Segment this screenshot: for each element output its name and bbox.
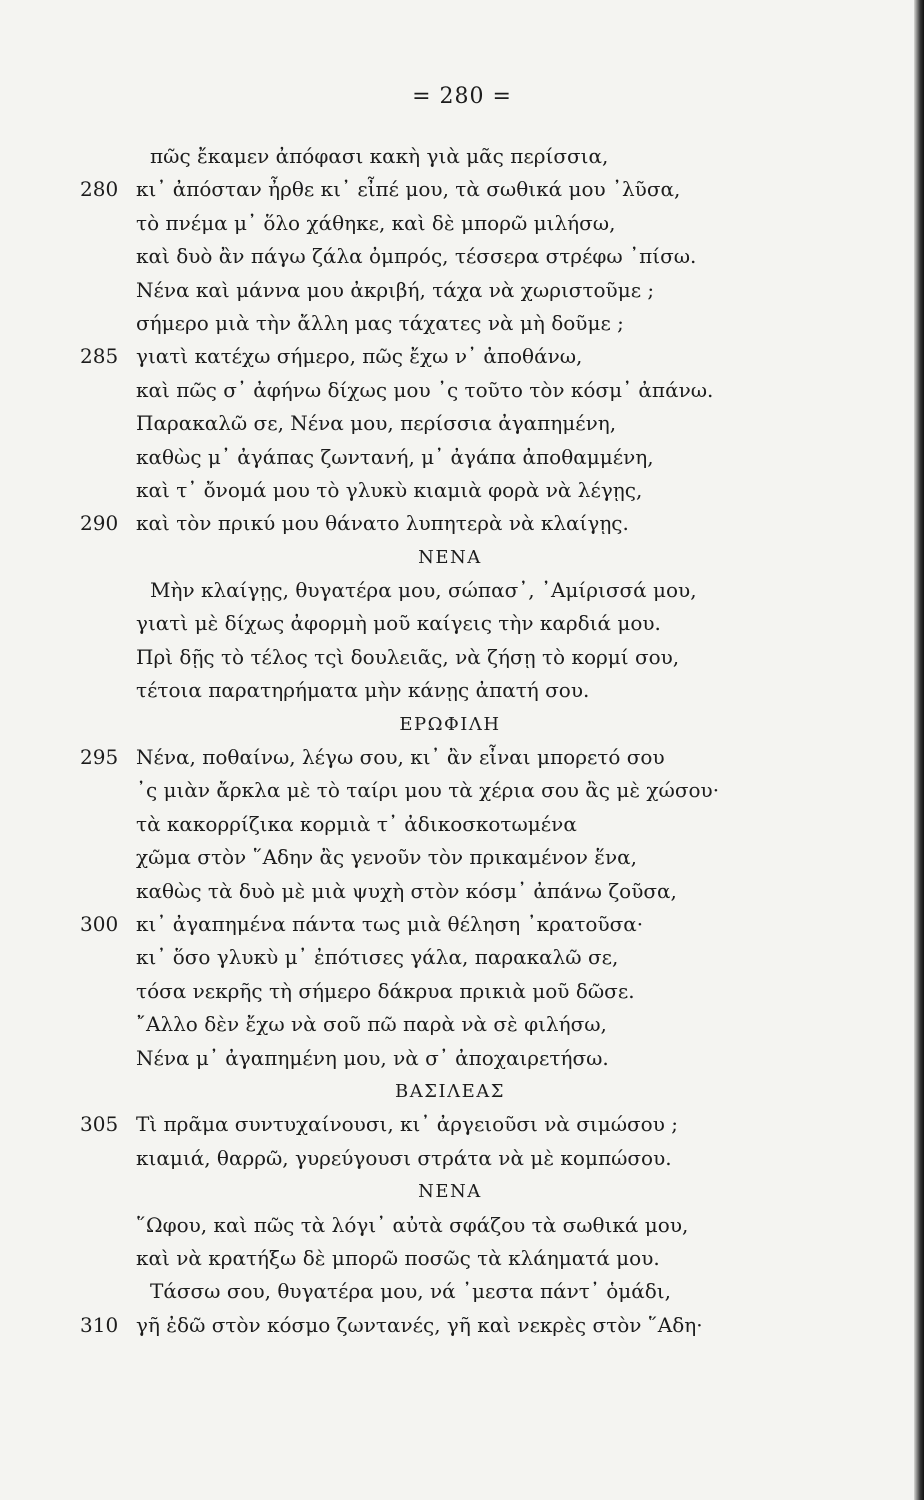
verse-text: ῞Ωφου, καὶ πῶς τὰ λόγι᾿ αὐτὰ σφάζου τὰ σωθικά μου, bbox=[136, 1212, 689, 1237]
verse-text: καὶ τ᾿ ὄνομά μου τὸ γλυκὺ κιαμιὰ φορὰ νὰ λέγῃς, bbox=[136, 477, 643, 502]
verse-text: τέτοια παρατηρήματα μὴν κάνῃς ἀπατή σου. bbox=[136, 678, 590, 703]
verse-text: πῶς ἔκαμεν ἀπόφασι κακὴ γιὰ μᾶς περίσσια, bbox=[150, 144, 609, 168]
verse-line bbox=[0, 1242, 900, 1275]
speaker-name: ΝΕΝΑ bbox=[418, 546, 482, 568]
verse-text: καθὼς τὰ δυὸ μὲ μιὰ ψυχὴ στὸν κόσμ᾿ ἀπάνω ζοῦσα, bbox=[136, 878, 677, 903]
verse-line bbox=[0, 574, 900, 607]
verse-text: Νένα καὶ μάννα μου ἀκριβή, τάχα νὰ χωριστοῦμε ; bbox=[136, 277, 655, 302]
line-number: 300 bbox=[80, 911, 119, 936]
verse-line bbox=[0, 407, 900, 440]
verse-line bbox=[0, 340, 900, 373]
verse-line bbox=[0, 841, 900, 874]
verse-line bbox=[0, 441, 900, 474]
verse-text: Μὴν κλαίγῃς, θυγατέρα μου, σώπασ᾿, ᾿Αμίρισσά μου, bbox=[150, 578, 697, 603]
page-edge-shadow bbox=[914, 0, 924, 1500]
verse-line bbox=[0, 674, 900, 707]
verse-line bbox=[0, 1042, 900, 1075]
verse-line bbox=[0, 207, 900, 240]
verse-text: καὶ νὰ κρατήξω δὲ μπορῶ ποσῶς τὰ κλάηματά μου. bbox=[136, 1245, 660, 1270]
verse-text: καὶ πῶς σ᾿ ἀφήνω δίχως μου ᾿ς τοῦτο τὸν κόσμ᾿ ἀπάνω. bbox=[136, 377, 714, 402]
verse-line bbox=[0, 307, 900, 340]
verse-text: Παρακαλῶ σε, Νένα μου, περίσσια ἀγαπημένη, bbox=[136, 411, 617, 436]
verse-text: κι᾿ ἀπόσταν ἦρθε κι᾿ εἶπέ μου, τὰ σωθικά μου ᾿λῦσα, bbox=[136, 177, 681, 202]
verse-text: χῶμα στὸν ῞Αδην ἂς γενοῦν τὸν πρικαμένον ἕνα, bbox=[136, 845, 637, 870]
verse-text: ᾿ς μιὰν ἄρκλα μὲ τὸ ταίρι μου τὰ χέρια σου ἂς μὲ χώσου· bbox=[136, 778, 720, 803]
speaker-row bbox=[0, 708, 900, 741]
verse-text: τὰ κακορρίζικα κορμιὰ τ᾿ ἀδικοσκοτωμένα bbox=[136, 811, 577, 836]
verse-line bbox=[0, 1209, 900, 1242]
speaker-name: ΝΕΝΑ bbox=[418, 1181, 482, 1203]
poem-text-block bbox=[0, 140, 900, 1342]
verse-line bbox=[0, 1008, 900, 1041]
verse-text: γιατὶ μὲ δίχως ἀφορμὴ μοῦ καίγεις τὴν καρδιά μου. bbox=[136, 611, 661, 636]
verse-line bbox=[0, 808, 900, 841]
speaker-name: ΕΡΩΦΙΛΗ bbox=[399, 713, 501, 735]
verse-line bbox=[0, 1275, 900, 1308]
verse-text: ῎Αλλο δὲν ἔχω νὰ σοῦ πῶ παρὰ νὰ σὲ φιλήσω, bbox=[136, 1012, 607, 1037]
speaker-row bbox=[0, 541, 900, 574]
verse-text: Τάσσω σου, θυγατέρα μου, νά ᾿μεστα πάντ᾿ ὁμάδι, bbox=[150, 1279, 671, 1304]
verse-text: τὸ πνέμα μ᾿ ὅλο χάθηκε, καὶ δὲ μπορῶ μιλήσω, bbox=[136, 210, 616, 235]
verse-line bbox=[0, 1142, 900, 1175]
line-number: 305 bbox=[80, 1112, 119, 1137]
verse-line bbox=[0, 774, 900, 807]
line-number: 310 bbox=[80, 1312, 119, 1337]
verse-text: Τὶ πρᾶμα συντυχαίνουσι, κι᾿ ἀργειοῦσι νὰ σιμώσου ; bbox=[136, 1112, 678, 1137]
verse-text: Νένα, ποθαίνω, λέγω σου, κι᾿ ἂν εἶναι μπορετό σου bbox=[136, 745, 665, 770]
verse-text: Νένα μ᾿ ἀγαπημένη μου, νὰ σ᾿ ἀποχαιρετήσω. bbox=[136, 1045, 609, 1070]
verse-line bbox=[0, 975, 900, 1008]
verse-text: κι᾿ ὅσο γλυκὺ μ᾿ ἐπότισες γάλα, παρακαλῶ σε, bbox=[136, 945, 619, 970]
verse-line bbox=[0, 173, 900, 206]
speaker-row bbox=[0, 1075, 900, 1108]
verse-text: σήμερο μιὰ τὴν ἄλλη μας τάχατες νὰ μὴ δοῦμε ; bbox=[136, 310, 624, 335]
verse-line bbox=[0, 641, 900, 674]
page-number-header: = 280 = bbox=[412, 84, 512, 109]
verse-line bbox=[0, 741, 900, 774]
verse-line bbox=[0, 274, 900, 307]
line-number: 290 bbox=[80, 511, 119, 536]
verse-text: γῆ ἐδῶ στὸν κόσμο ζωντανές, γῆ καὶ νεκρὲς στὸν ῞Αδη· bbox=[136, 1312, 703, 1337]
verse-text: καθὼς μ᾿ ἀγάπας ζωντανή, μ᾿ ἀγάπα ἀποθαμμένη, bbox=[136, 444, 654, 469]
speaker-row bbox=[0, 1175, 900, 1208]
verse-line bbox=[0, 607, 900, 640]
verse-text: καὶ δυὸ ἂν πάγω ζάλα ὀμπρός, τέσσερα στρέφω ᾿πίσω. bbox=[136, 244, 697, 269]
verse-text: κι᾿ ἀγαπημένα πάντα τως μιὰ θέληση ᾿κρατοῦσα· bbox=[136, 911, 644, 936]
verse-text: Πρὶ δῇς τὸ τέλος τςὶ δουλειᾶς, νὰ ζήσῃ τὸ κορμί σου, bbox=[136, 644, 680, 669]
verse-line bbox=[0, 240, 900, 273]
verse-text: γιατὶ κατέχω σήμερο, πῶς ἔχω ν᾿ ἀποθάνω, bbox=[136, 344, 583, 369]
verse-text: τόσα νεκρῆς τὴ σήμερο δάκρυα πρικιὰ μοῦ δῶσε. bbox=[136, 978, 635, 1003]
speaker-name: ΒΑΣΙΛΕΑΣ bbox=[395, 1080, 505, 1102]
verse-line bbox=[0, 374, 900, 407]
verse-line bbox=[0, 1309, 900, 1342]
line-number: 280 bbox=[80, 177, 119, 202]
verse-line bbox=[0, 1108, 900, 1141]
line-number: 285 bbox=[80, 344, 119, 369]
verse-line bbox=[0, 507, 900, 540]
line-number: 295 bbox=[80, 745, 119, 770]
verse-line bbox=[0, 474, 900, 507]
verse-line bbox=[0, 908, 900, 941]
verse-line bbox=[0, 941, 900, 974]
verse-text: κιαμιά, θαρρῶ, γυρεύγουσι στράτα νὰ μὲ κομπώσου. bbox=[136, 1145, 672, 1170]
verse-line bbox=[0, 140, 900, 173]
verse-line bbox=[0, 875, 900, 908]
verse-text: καὶ τὸν πρικύ μου θάνατο λυπητερὰ νὰ κλαίγῃς. bbox=[136, 511, 629, 536]
